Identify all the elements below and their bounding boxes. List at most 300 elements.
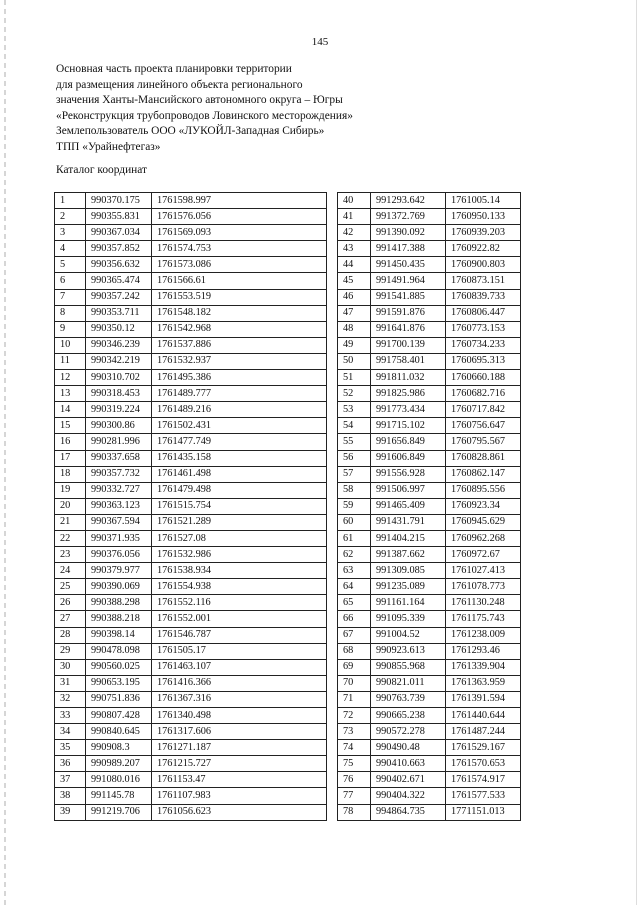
- table-row: [338, 691, 521, 707]
- table-row: [55, 466, 327, 482]
- point-number-cell: 43: [338, 241, 371, 257]
- y-coordinate-cell: 1760734.233: [446, 337, 521, 353]
- table-row: [338, 579, 521, 595]
- x-coordinate-cell: 990390.069: [86, 579, 152, 595]
- scan-edge-left: [4, 0, 6, 905]
- table-row: [55, 691, 327, 707]
- point-number-cell: 62: [338, 547, 371, 563]
- table-row: [55, 434, 327, 450]
- point-number-cell: 41: [338, 209, 371, 225]
- x-coordinate-cell: 990653.195: [86, 675, 152, 691]
- x-coordinate-cell: 991387.662: [371, 547, 446, 563]
- point-number-cell: 71: [338, 691, 371, 707]
- y-coordinate-cell: 1761435.158: [152, 450, 327, 466]
- point-number-cell: 40: [338, 193, 371, 209]
- y-coordinate-cell: 1761505.17: [152, 643, 327, 659]
- y-coordinate-cell: 1761542.968: [152, 321, 327, 337]
- x-coordinate-cell: 990388.298: [86, 595, 152, 611]
- y-coordinate-cell: 1760862.147: [446, 466, 521, 482]
- y-coordinate-cell: 1761056.623: [152, 804, 327, 820]
- y-coordinate-cell: 1761554.938: [152, 579, 327, 595]
- point-number-cell: 22: [55, 530, 86, 546]
- table-row: [338, 353, 521, 369]
- x-coordinate-cell: 990281.996: [86, 434, 152, 450]
- table-row: [55, 273, 327, 289]
- point-number-cell: 13: [55, 386, 86, 402]
- table-row: [55, 563, 327, 579]
- point-number-cell: 26: [55, 595, 86, 611]
- point-number-cell: 47: [338, 305, 371, 321]
- y-coordinate-cell: 1761391.594: [446, 691, 521, 707]
- document-heading: [56, 62, 476, 156]
- point-number-cell: 1: [55, 193, 86, 209]
- point-number-cell: 34: [55, 724, 86, 740]
- table-row: [338, 547, 521, 563]
- table-row: [338, 370, 521, 386]
- table-row: [55, 450, 327, 466]
- y-coordinate-cell: 1760828.861: [446, 450, 521, 466]
- x-coordinate-cell: 990371.935: [86, 530, 152, 546]
- x-coordinate-cell: 991309.085: [371, 563, 446, 579]
- point-number-cell: 20: [55, 498, 86, 514]
- x-coordinate-cell: 991556.928: [371, 466, 446, 482]
- point-number-cell: 30: [55, 659, 86, 675]
- x-coordinate-cell: 990478.098: [86, 643, 152, 659]
- y-coordinate-cell: 1760839.733: [446, 289, 521, 305]
- y-coordinate-cell: 1761566.61: [152, 273, 327, 289]
- point-number-cell: 12: [55, 370, 86, 386]
- point-number-cell: 24: [55, 563, 86, 579]
- point-number-cell: 60: [338, 514, 371, 530]
- point-number-cell: 77: [338, 788, 371, 804]
- y-coordinate-cell: 1760873.151: [446, 273, 521, 289]
- x-coordinate-cell: 991541.885: [371, 289, 446, 305]
- y-coordinate-cell: 1761489.216: [152, 402, 327, 418]
- point-number-cell: 78: [338, 804, 371, 820]
- table-row: [55, 724, 327, 740]
- table-row: [55, 788, 327, 804]
- point-number-cell: 8: [55, 305, 86, 321]
- y-coordinate-cell: 1761175.743: [446, 611, 521, 627]
- point-number-cell: 15: [55, 418, 86, 434]
- y-coordinate-cell: 1761546.787: [152, 627, 327, 643]
- x-coordinate-cell: 990367.034: [86, 225, 152, 241]
- table-row: [338, 257, 521, 273]
- table-row: [55, 402, 327, 418]
- heading-line: Основная часть проекта планировки территории: [56, 63, 292, 75]
- coordinates-table-right: [337, 192, 521, 821]
- table-row: [338, 305, 521, 321]
- x-coordinate-cell: 990398.14: [86, 627, 152, 643]
- x-coordinate-cell: 990855.968: [371, 659, 446, 675]
- y-coordinate-cell: 1761005.14: [446, 193, 521, 209]
- point-number-cell: 72: [338, 708, 371, 724]
- x-coordinate-cell: 991004.52: [371, 627, 446, 643]
- x-coordinate-cell: 990332.727: [86, 482, 152, 498]
- table-row: [55, 514, 327, 530]
- point-number-cell: 76: [338, 772, 371, 788]
- y-coordinate-cell: 1760773.153: [446, 321, 521, 337]
- point-number-cell: 46: [338, 289, 371, 305]
- x-coordinate-cell: 991811.032: [371, 370, 446, 386]
- x-coordinate-cell: 990572.278: [371, 724, 446, 740]
- point-number-cell: 53: [338, 402, 371, 418]
- point-number-cell: 31: [55, 675, 86, 691]
- y-coordinate-cell: 1761521.289: [152, 514, 327, 530]
- table-row: [338, 788, 521, 804]
- table-row: [338, 563, 521, 579]
- point-number-cell: 57: [338, 466, 371, 482]
- x-coordinate-cell: 991293.642: [371, 193, 446, 209]
- table-row: [55, 547, 327, 563]
- table-row: [338, 466, 521, 482]
- point-number-cell: 50: [338, 353, 371, 369]
- table-row: [55, 337, 327, 353]
- point-number-cell: 28: [55, 627, 86, 643]
- x-coordinate-cell: 990346.239: [86, 337, 152, 353]
- table-row: [338, 595, 521, 611]
- y-coordinate-cell: 1760939.203: [446, 225, 521, 241]
- table-row: [55, 321, 327, 337]
- x-coordinate-cell: 991080.016: [86, 772, 152, 788]
- table-row: [55, 193, 327, 209]
- x-coordinate-cell: 991095.339: [371, 611, 446, 627]
- point-number-cell: 54: [338, 418, 371, 434]
- x-coordinate-cell: 990319.224: [86, 402, 152, 418]
- y-coordinate-cell: 1761573.086: [152, 257, 327, 273]
- point-number-cell: 74: [338, 740, 371, 756]
- table-row: [338, 209, 521, 225]
- y-coordinate-cell: 1760922.82: [446, 241, 521, 257]
- point-number-cell: 42: [338, 225, 371, 241]
- point-number-cell: 10: [55, 337, 86, 353]
- x-coordinate-cell: 991506.997: [371, 482, 446, 498]
- x-coordinate-cell: 990751.836: [86, 691, 152, 707]
- table-row: [338, 193, 521, 209]
- y-coordinate-cell: 1760950.133: [446, 209, 521, 225]
- y-coordinate-cell: 1761552.116: [152, 595, 327, 611]
- point-number-cell: 63: [338, 563, 371, 579]
- x-coordinate-cell: 990357.242: [86, 289, 152, 305]
- y-coordinate-cell: 1760900.803: [446, 257, 521, 273]
- y-coordinate-cell: 1761552.001: [152, 611, 327, 627]
- table-row: [55, 804, 327, 820]
- point-number-cell: 66: [338, 611, 371, 627]
- point-number-cell: 75: [338, 756, 371, 772]
- x-coordinate-cell: 990763.739: [371, 691, 446, 707]
- x-coordinate-cell: 990363.123: [86, 498, 152, 514]
- point-number-cell: 35: [55, 740, 86, 756]
- point-number-cell: 6: [55, 273, 86, 289]
- table-row: [55, 579, 327, 595]
- x-coordinate-cell: 990379.977: [86, 563, 152, 579]
- point-number-cell: 5: [55, 257, 86, 273]
- y-coordinate-cell: 1761477.749: [152, 434, 327, 450]
- x-coordinate-cell: 991372.769: [371, 209, 446, 225]
- point-number-cell: 68: [338, 643, 371, 659]
- y-coordinate-cell: 1761293.46: [446, 643, 521, 659]
- x-coordinate-cell: 991825.986: [371, 386, 446, 402]
- x-coordinate-cell: 990376.056: [86, 547, 152, 563]
- x-coordinate-cell: 991715.102: [371, 418, 446, 434]
- y-coordinate-cell: 1761515.754: [152, 498, 327, 514]
- point-number-cell: 73: [338, 724, 371, 740]
- point-number-cell: 36: [55, 756, 86, 772]
- table-row: [55, 418, 327, 434]
- x-coordinate-cell: 991390.092: [371, 225, 446, 241]
- y-coordinate-cell: 1761271.187: [152, 740, 327, 756]
- point-number-cell: 11: [55, 353, 86, 369]
- point-number-cell: 3: [55, 225, 86, 241]
- y-coordinate-cell: 1761574.917: [446, 772, 521, 788]
- point-number-cell: 16: [55, 434, 86, 450]
- table-row: [338, 418, 521, 434]
- y-coordinate-cell: 1761577.533: [446, 788, 521, 804]
- x-coordinate-cell: 990365.474: [86, 273, 152, 289]
- x-coordinate-cell: 991450.435: [371, 257, 446, 273]
- y-coordinate-cell: 1761107.983: [152, 788, 327, 804]
- x-coordinate-cell: 991773.434: [371, 402, 446, 418]
- table-row: [338, 450, 521, 466]
- table-row: [338, 386, 521, 402]
- y-coordinate-cell: 1761339.904: [446, 659, 521, 675]
- point-number-cell: 59: [338, 498, 371, 514]
- x-coordinate-cell: 990821.011: [371, 675, 446, 691]
- point-number-cell: 55: [338, 434, 371, 450]
- x-coordinate-cell: 994864.735: [371, 804, 446, 820]
- x-coordinate-cell: 990404.322: [371, 788, 446, 804]
- point-number-cell: 44: [338, 257, 371, 273]
- point-number-cell: 29: [55, 643, 86, 659]
- table-row: [338, 724, 521, 740]
- point-number-cell: 9: [55, 321, 86, 337]
- table-row: [338, 434, 521, 450]
- y-coordinate-cell: 1761532.937: [152, 353, 327, 369]
- y-coordinate-cell: 1761495.386: [152, 370, 327, 386]
- y-coordinate-cell: 1761440.644: [446, 708, 521, 724]
- y-coordinate-cell: 1760682.716: [446, 386, 521, 402]
- y-coordinate-cell: 1761367.316: [152, 691, 327, 707]
- point-number-cell: 48: [338, 321, 371, 337]
- heading-line: ТПП «Урайнефтегаз»: [56, 140, 161, 153]
- y-coordinate-cell: 1761502.431: [152, 418, 327, 434]
- x-coordinate-cell: 990402.671: [371, 772, 446, 788]
- x-coordinate-cell: 990300.86: [86, 418, 152, 434]
- point-number-cell: 69: [338, 659, 371, 675]
- point-number-cell: 65: [338, 595, 371, 611]
- y-coordinate-cell: 1760795.567: [446, 434, 521, 450]
- y-coordinate-cell: 1761529.167: [446, 740, 521, 756]
- table-row: [55, 675, 327, 691]
- x-coordinate-cell: 990337.658: [86, 450, 152, 466]
- point-number-cell: 70: [338, 675, 371, 691]
- x-coordinate-cell: 990388.218: [86, 611, 152, 627]
- table-row: [55, 595, 327, 611]
- table-row: [338, 643, 521, 659]
- x-coordinate-cell: 990353.711: [86, 305, 152, 321]
- y-coordinate-cell: 1761537.886: [152, 337, 327, 353]
- x-coordinate-cell: 990908.3: [86, 740, 152, 756]
- y-coordinate-cell: 1761570.653: [446, 756, 521, 772]
- heading-line: значения Ханты-Мансийского автономного округа – Югры: [56, 94, 343, 107]
- y-coordinate-cell: 1761548.182: [152, 305, 327, 321]
- y-coordinate-cell: 1761487.244: [446, 724, 521, 740]
- y-coordinate-cell: 1761532.986: [152, 547, 327, 563]
- y-coordinate-cell: 1761553.519: [152, 289, 327, 305]
- x-coordinate-cell: 990989.207: [86, 756, 152, 772]
- y-coordinate-cell: 1760895.556: [446, 482, 521, 498]
- point-number-cell: 64: [338, 579, 371, 595]
- table-row: [338, 321, 521, 337]
- y-coordinate-cell: 1761576.056: [152, 209, 327, 225]
- table-row: [338, 756, 521, 772]
- point-number-cell: 7: [55, 289, 86, 305]
- point-number-cell: 56: [338, 450, 371, 466]
- table-row: [338, 241, 521, 257]
- y-coordinate-cell: 1760717.842: [446, 402, 521, 418]
- table-row: [338, 482, 521, 498]
- y-coordinate-cell: 1761416.366: [152, 675, 327, 691]
- table-row: [338, 225, 521, 241]
- y-coordinate-cell: 1760756.647: [446, 418, 521, 434]
- point-number-cell: 17: [55, 450, 86, 466]
- table-row: [338, 659, 521, 675]
- table-row: [55, 305, 327, 321]
- table-row: [55, 756, 327, 772]
- point-number-cell: 33: [55, 708, 86, 724]
- point-number-cell: 52: [338, 386, 371, 402]
- point-number-cell: 18: [55, 466, 86, 482]
- heading-line: для размещения линейного объекта регионального: [56, 78, 303, 91]
- y-coordinate-cell: 1760945.629: [446, 514, 521, 530]
- x-coordinate-cell: 991491.964: [371, 273, 446, 289]
- point-number-cell: 61: [338, 530, 371, 546]
- table-row: [338, 804, 521, 820]
- y-coordinate-cell: 1761527.08: [152, 530, 327, 546]
- point-number-cell: 51: [338, 370, 371, 386]
- table-row: [55, 386, 327, 402]
- x-coordinate-cell: 990357.732: [86, 466, 152, 482]
- x-coordinate-cell: 990357.852: [86, 241, 152, 257]
- y-coordinate-cell: 1761153.47: [152, 772, 327, 788]
- x-coordinate-cell: 990840.645: [86, 724, 152, 740]
- table-row: [55, 353, 327, 369]
- x-coordinate-cell: 991431.791: [371, 514, 446, 530]
- page-number: 145: [311, 36, 329, 48]
- y-coordinate-cell: 1761340.498: [152, 708, 327, 724]
- x-coordinate-cell: 990367.594: [86, 514, 152, 530]
- point-number-cell: 14: [55, 402, 86, 418]
- y-coordinate-cell: 1761215.727: [152, 756, 327, 772]
- x-coordinate-cell: 990490.48: [371, 740, 446, 756]
- y-coordinate-cell: 1760962.268: [446, 530, 521, 546]
- x-coordinate-cell: 991465.409: [371, 498, 446, 514]
- table-row: [55, 498, 327, 514]
- table-row: [55, 611, 327, 627]
- x-coordinate-cell: 991641.876: [371, 321, 446, 337]
- table-row: [338, 675, 521, 691]
- x-coordinate-cell: 991219.706: [86, 804, 152, 820]
- point-number-cell: 45: [338, 273, 371, 289]
- x-coordinate-cell: 991235.089: [371, 579, 446, 595]
- scan-edge-right: [636, 0, 637, 905]
- table-row: [55, 772, 327, 788]
- table-row: [338, 772, 521, 788]
- x-coordinate-cell: 990350.12: [86, 321, 152, 337]
- y-coordinate-cell: 1761363.959: [446, 675, 521, 691]
- table-row: [55, 241, 327, 257]
- y-coordinate-cell: 1760806.447: [446, 305, 521, 321]
- point-number-cell: 25: [55, 579, 86, 595]
- x-coordinate-cell: 990318.453: [86, 386, 152, 402]
- table-row: [338, 273, 521, 289]
- y-coordinate-cell: 1761461.498: [152, 466, 327, 482]
- y-coordinate-cell: 1761574.753: [152, 241, 327, 257]
- point-number-cell: 23: [55, 547, 86, 563]
- table-row: [55, 370, 327, 386]
- x-coordinate-cell: 991404.215: [371, 530, 446, 546]
- table-row: [55, 708, 327, 724]
- table-row: [338, 708, 521, 724]
- point-number-cell: 19: [55, 482, 86, 498]
- table-row: [338, 611, 521, 627]
- x-coordinate-cell: 990355.831: [86, 209, 152, 225]
- x-coordinate-cell: 991161.164: [371, 595, 446, 611]
- table-row: [55, 643, 327, 659]
- x-coordinate-cell: 990410.663: [371, 756, 446, 772]
- y-coordinate-cell: 1761538.934: [152, 563, 327, 579]
- x-coordinate-cell: 991606.849: [371, 450, 446, 466]
- x-coordinate-cell: 990342.219: [86, 353, 152, 369]
- x-coordinate-cell: 990560.025: [86, 659, 152, 675]
- y-coordinate-cell: 1761569.093: [152, 225, 327, 241]
- point-number-cell: 32: [55, 691, 86, 707]
- point-number-cell: 58: [338, 482, 371, 498]
- table-row: [55, 289, 327, 305]
- y-coordinate-cell: 1760695.313: [446, 353, 521, 369]
- y-coordinate-cell: 1760660.188: [446, 370, 521, 386]
- table-row: [55, 627, 327, 643]
- x-coordinate-cell: 990665.238: [371, 708, 446, 724]
- point-number-cell: 2: [55, 209, 86, 225]
- table-row: [55, 209, 327, 225]
- table-row: [338, 514, 521, 530]
- point-number-cell: 21: [55, 514, 86, 530]
- point-number-cell: 37: [55, 772, 86, 788]
- table-row: [55, 482, 327, 498]
- y-coordinate-cell: 1761463.107: [152, 659, 327, 675]
- x-coordinate-cell: 991758.401: [371, 353, 446, 369]
- heading-line: «Реконструкция трубопроводов Ловинского месторождения»: [56, 109, 353, 122]
- table-row: [55, 530, 327, 546]
- coordinates-table-left: [54, 192, 327, 821]
- table-row: [338, 289, 521, 305]
- table-row: [338, 498, 521, 514]
- x-coordinate-cell: 991145.78: [86, 788, 152, 804]
- point-number-cell: 4: [55, 241, 86, 257]
- heading-line: Землепользователь ООО «ЛУКОЙЛ-Западная Сибирь»: [56, 125, 325, 138]
- y-coordinate-cell: 1761238.009: [446, 627, 521, 643]
- table-row: [55, 659, 327, 675]
- table-row: [338, 337, 521, 353]
- table-row: [55, 225, 327, 241]
- y-coordinate-cell: 1761479.498: [152, 482, 327, 498]
- x-coordinate-cell: 990356.632: [86, 257, 152, 273]
- x-coordinate-cell: 990923.613: [371, 643, 446, 659]
- catalog-title: Каталог координат: [56, 164, 147, 176]
- x-coordinate-cell: 991417.388: [371, 241, 446, 257]
- y-coordinate-cell: 1761489.777: [152, 386, 327, 402]
